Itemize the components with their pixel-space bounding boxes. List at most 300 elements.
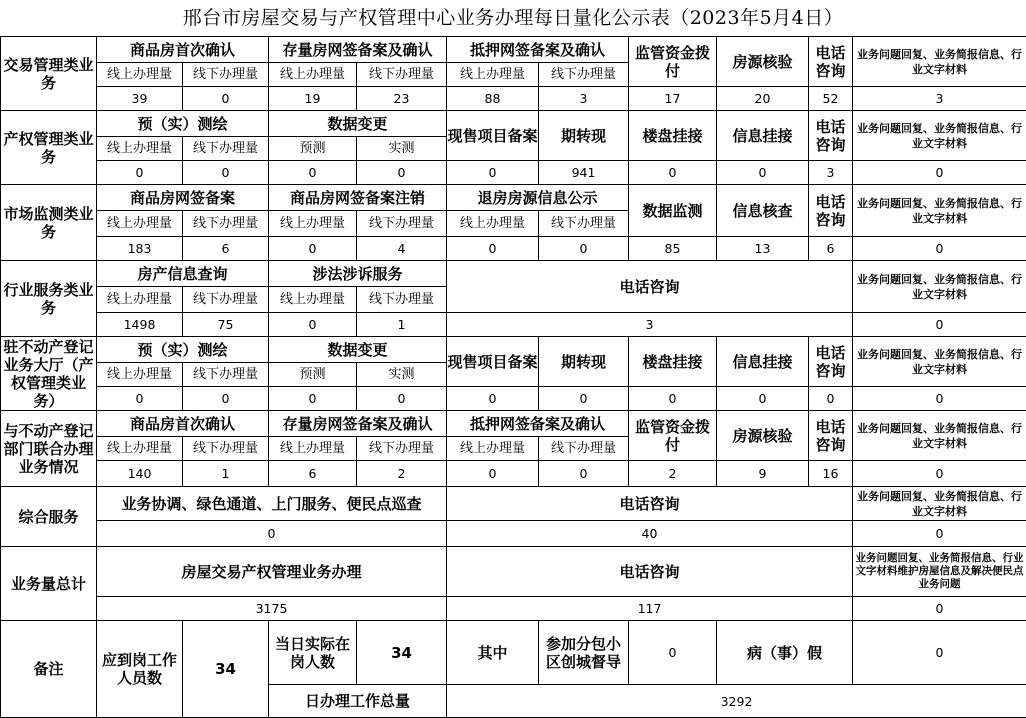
value-cell (808, 160, 853, 185)
column-header (268, 184, 447, 211)
value-cell-text: 0 (308, 391, 317, 406)
column-header-text: 存量房网签备案及确认 (282, 414, 433, 433)
category-label-text: 产权管理类业务 (3, 129, 94, 166)
value-cell-text: 6 (221, 241, 230, 256)
value-cell (96, 520, 447, 547)
column-header (852, 260, 1026, 313)
value-cell-text: 19 (304, 91, 321, 106)
subheader (268, 436, 357, 461)
subheader (356, 210, 447, 237)
column-header (628, 36, 717, 87)
column-header-text: 电话咨询 (619, 494, 680, 513)
subheader (96, 436, 183, 461)
value-cell-text: 0 (668, 391, 677, 406)
staff-value (182, 620, 269, 718)
category-label (0, 184, 97, 261)
value-cell (716, 236, 809, 261)
value-cell-text: 1 (397, 317, 406, 332)
value-cell-text: 0 (488, 391, 497, 406)
value-cell-text: 0 (758, 165, 767, 180)
value-cell (538, 86, 629, 111)
value-cell (268, 460, 357, 487)
value-cell-text: 0 (308, 241, 317, 256)
leave-value (852, 620, 1026, 685)
column-header (852, 486, 1026, 521)
value-cell-text: 0 (935, 391, 944, 406)
value-cell-text: 9 (758, 466, 767, 481)
column-header-text: 退房房源信息公示 (477, 188, 598, 207)
subheader (182, 210, 269, 237)
value-cell-text: 0 (935, 317, 944, 332)
value-cell (628, 386, 717, 411)
column-header (808, 410, 853, 461)
column-header (716, 110, 809, 161)
value-cell-text: 0 (397, 165, 406, 180)
subheader (96, 62, 183, 87)
value-cell (628, 236, 717, 261)
column-header-text: 商品房网签备案注销 (289, 188, 425, 207)
value-cell (538, 460, 629, 487)
column-header (96, 260, 269, 287)
leave-label (716, 620, 853, 685)
value-cell (808, 86, 853, 111)
column-header (446, 410, 629, 437)
value-cell (446, 236, 539, 261)
subheader (268, 286, 357, 313)
category-label (0, 620, 97, 718)
subheader (446, 436, 539, 461)
column-header-text: 电话咨询 (815, 43, 846, 80)
value-cell-text: 23 (393, 91, 410, 106)
value-cell-text: 16 (822, 466, 839, 481)
column-header-text: 业务问题回复、业务简报信息、行业文字材料维护房屋信息及解决便民点业务问题 (855, 552, 1024, 590)
value-cell-text: 4 (397, 241, 406, 256)
value-cell-text: 0 (758, 391, 767, 406)
value-cell-text: 0 (579, 391, 588, 406)
page-title: 邢台市房屋交易与产权管理中心业务办理每日量化公示表（2023年5月4日） (182, 7, 844, 29)
value-cell-text: 85 (664, 241, 681, 256)
subheader (96, 286, 183, 313)
value-cell-text: 117 (637, 601, 662, 616)
value-cell-text: 0 (579, 241, 588, 256)
column-header-text: 信息核查 (732, 201, 793, 220)
column-header-text: 电话咨询 (815, 117, 846, 154)
subheader-text: 线下办理量 (368, 441, 434, 456)
value-cell (852, 460, 1026, 487)
value-cell (852, 596, 1026, 621)
column-header-text: 楼盘挂接 (642, 126, 703, 145)
category-label (0, 336, 97, 411)
value-cell (96, 236, 183, 261)
value-cell (356, 236, 447, 261)
column-header (268, 36, 447, 63)
value-cell-text: 6 (308, 466, 317, 481)
present-label (268, 620, 357, 685)
column-header (716, 410, 809, 461)
subheader (268, 62, 357, 87)
column-header (628, 110, 717, 161)
subheader (182, 436, 269, 461)
subheader-text: 线上办理量 (459, 441, 525, 456)
category-label (0, 546, 97, 621)
subheader-text: 线上办理量 (459, 216, 525, 231)
column-header (852, 110, 1026, 161)
column-header-text: 楼盘挂接 (642, 352, 703, 371)
value-cell-text: 0 (935, 601, 944, 616)
value-cell (808, 460, 853, 487)
category-label-text: 交易管理类业务 (3, 55, 94, 92)
column-header-text: 商品房首次确认 (129, 414, 235, 433)
value-cell (268, 312, 357, 337)
subheader-text: 线下办理量 (192, 441, 258, 456)
value-cell (182, 160, 269, 185)
value-cell (716, 160, 809, 185)
subheader-text: 实测 (388, 141, 415, 156)
subheader-text: 线下办理量 (368, 292, 434, 307)
column-header (808, 110, 853, 161)
value-cell (446, 460, 539, 487)
column-header-text: 期转现 (560, 352, 606, 371)
subheader-text: 线上办理量 (106, 292, 172, 307)
staff-value-text: 34 (215, 660, 236, 678)
subheader (182, 362, 269, 387)
column-header-text: 监管资金拨付 (634, 417, 710, 454)
value-cell (268, 386, 357, 411)
value-cell (716, 386, 809, 411)
value-cell-text: 0 (397, 391, 406, 406)
subheader-text: 线下办理量 (550, 216, 616, 231)
column-header-text: 预（实）测绘 (137, 114, 228, 133)
subheader (268, 210, 357, 237)
column-header (446, 546, 853, 597)
value-cell (96, 596, 447, 621)
inspect-value (628, 620, 717, 685)
column-header (96, 410, 269, 437)
column-header (852, 184, 1026, 237)
subheader-text: 线上办理量 (459, 67, 525, 82)
value-cell-text: 17 (664, 91, 681, 106)
value-cell-text: 3 (579, 91, 588, 106)
subheader-text: 线上办理量 (106, 67, 172, 82)
value-cell (96, 312, 183, 337)
column-header-text: 电话咨询 (815, 192, 846, 229)
column-header (852, 546, 1026, 597)
value-cell-text: 3 (645, 317, 654, 332)
subheader (268, 362, 357, 387)
value-cell (716, 86, 809, 111)
column-header-text: 房源核验 (732, 426, 793, 445)
subheader (446, 210, 539, 237)
value-cell-text: 3 (935, 91, 944, 106)
value-cell-text: 2 (668, 466, 677, 481)
subheader-text: 线下办理量 (368, 67, 434, 82)
subheader (182, 136, 269, 161)
column-header (446, 110, 539, 161)
column-header (852, 336, 1026, 387)
column-header-text: 涉法涉诉服务 (312, 264, 403, 283)
column-header (538, 336, 629, 387)
value-cell-text: 0 (935, 241, 944, 256)
category-label-text: 行业服务类业务 (3, 280, 94, 317)
column-header (808, 36, 853, 87)
value-cell (446, 312, 853, 337)
column-header-text: 预（实）测绘 (137, 340, 228, 359)
column-header (446, 184, 629, 211)
value-cell-text: 0 (935, 526, 944, 541)
total-value-text: 3292 (720, 693, 753, 709)
column-header-text: 抵押网签备案及确认 (469, 414, 605, 433)
subheader (356, 362, 447, 387)
column-header-text: 电话咨询 (619, 562, 680, 581)
value-cell (446, 386, 539, 411)
subheader-text: 实测 (388, 367, 415, 382)
column-header (808, 336, 853, 387)
column-header-text: 房屋交易产权管理业务办理 (181, 562, 362, 581)
among-label (446, 620, 539, 685)
value-cell-text: 40 (641, 526, 658, 541)
subheader-text: 线上办理量 (279, 292, 345, 307)
category-label-text: 与不动产登记部门联合办理业务情况 (3, 421, 94, 476)
value-cell (808, 236, 853, 261)
column-header-text: 抵押网签备案及确认 (469, 40, 605, 59)
inspect-value-text: 0 (668, 645, 677, 660)
leave-label-text: 病（事）假 (746, 643, 822, 662)
value-cell (852, 312, 1026, 337)
value-cell-text: 0 (488, 466, 497, 481)
value-cell (96, 386, 183, 411)
value-cell-text: 3175 (255, 601, 288, 616)
column-header (808, 184, 853, 237)
value-cell-text: 0 (308, 317, 317, 332)
column-header (96, 184, 269, 211)
value-cell-text: 0 (221, 165, 230, 180)
value-cell (182, 312, 269, 337)
staff-label-text: 应到岗工作人员数 (101, 651, 177, 687)
subheader (356, 286, 447, 313)
value-cell-text: 6 (826, 241, 835, 256)
column-header-text: 信息挂接 (732, 352, 793, 371)
column-header-text: 电话咨询 (815, 343, 846, 380)
value-cell (268, 86, 357, 111)
column-header-text: 数据变更 (327, 340, 388, 359)
value-cell (268, 160, 357, 185)
subheader-text: 线下办理量 (368, 216, 434, 231)
column-header-text: 业务问题回复、业务简报信息、行业文字材料 (857, 421, 1022, 450)
column-header-text: 数据变更 (327, 114, 388, 133)
value-cell-text: 0 (488, 241, 497, 256)
subheader-text: 预测 (299, 367, 326, 382)
column-header-text: 电话咨询 (619, 277, 680, 296)
column-header-text: 业务问题回复、业务简报信息、行业文字材料 (857, 272, 1022, 301)
category-label-text: 备注 (33, 660, 64, 678)
category-label (0, 260, 97, 337)
value-cell (96, 460, 183, 487)
value-cell-text: 1 (221, 466, 230, 481)
subheader-text: 线上办理量 (279, 67, 345, 82)
column-header (628, 410, 717, 461)
value-cell (538, 386, 629, 411)
value-cell (182, 86, 269, 111)
category-label (0, 486, 97, 547)
total-label (268, 684, 447, 718)
subheader (356, 436, 447, 461)
subheader (182, 62, 269, 87)
value-cell (356, 460, 447, 487)
value-cell-text: 1498 (123, 317, 156, 332)
value-cell (628, 460, 717, 487)
subheader-text: 线下办理量 (550, 441, 616, 456)
column-header (446, 36, 629, 63)
subheader-text: 线上办理量 (279, 216, 345, 231)
subheader (96, 136, 183, 161)
subheader (538, 62, 629, 87)
value-cell-text: 2 (397, 466, 406, 481)
value-cell-text: 0 (668, 165, 677, 180)
column-header (446, 336, 539, 387)
staff-label (96, 620, 183, 718)
column-header (268, 110, 447, 137)
value-cell (356, 386, 447, 411)
column-header-text: 商品房网签备案 (129, 188, 235, 207)
column-header (96, 336, 269, 363)
value-cell (808, 386, 853, 411)
category-label (0, 110, 97, 185)
value-cell-text: 39 (131, 91, 148, 106)
column-header (96, 110, 269, 137)
column-header-text: 房产信息查询 (137, 264, 228, 283)
among-label-text: 其中 (477, 643, 508, 662)
value-cell-text: 183 (127, 241, 152, 256)
category-label (0, 36, 97, 111)
value-cell-text: 0 (935, 466, 944, 481)
value-cell-text: 3 (826, 165, 835, 180)
value-cell (852, 386, 1026, 411)
subheader (96, 210, 183, 237)
subheader-text: 线上办理量 (106, 441, 172, 456)
category-label-text: 市场监测类业务 (3, 204, 94, 241)
value-cell-text: 0 (488, 165, 497, 180)
subheader-text: 预测 (299, 141, 326, 156)
value-cell (628, 86, 717, 111)
column-header-text: 电话咨询 (815, 417, 846, 454)
subheader (356, 62, 447, 87)
value-cell (268, 236, 357, 261)
subheader-text: 线上办理量 (106, 141, 172, 156)
value-cell (446, 160, 539, 185)
value-cell-text: 0 (935, 165, 944, 180)
inspect-label (538, 620, 629, 685)
value-cell-text: 941 (571, 165, 596, 180)
present-value (356, 620, 447, 685)
value-cell (852, 520, 1026, 547)
value-cell (182, 236, 269, 261)
column-header (96, 486, 447, 521)
value-cell-text: 0 (267, 526, 276, 541)
value-cell (716, 460, 809, 487)
subheader-text: 线下办理量 (192, 216, 258, 231)
value-cell (538, 236, 629, 261)
column-header (268, 260, 447, 287)
column-header-text: 业务问题回复、业务简报信息、行业文字材料 (857, 47, 1022, 76)
column-header (268, 336, 447, 363)
subheader (96, 362, 183, 387)
column-header (446, 486, 853, 521)
column-header (716, 184, 809, 237)
value-cell-text: 0 (826, 391, 835, 406)
value-cell (538, 160, 629, 185)
column-header-text: 房源核验 (732, 52, 793, 71)
subheader-text: 线下办理量 (192, 367, 258, 382)
statistics-table (0, 36, 1026, 718)
column-header-text: 业务问题回复、业务简报信息、行业文字材料 (857, 347, 1022, 376)
subheader-text: 线下办理量 (192, 67, 258, 82)
total-value (446, 684, 1026, 718)
value-cell-text: 0 (308, 165, 317, 180)
leave-value-text: 0 (935, 645, 944, 660)
column-header-text: 期转现 (560, 126, 606, 145)
subheader-text: 线下办理量 (550, 67, 616, 82)
value-cell-text: 0 (135, 391, 144, 406)
column-header-text: 存量房网签备案及确认 (282, 40, 433, 59)
column-header (628, 336, 717, 387)
column-header (96, 546, 447, 597)
subheader-text: 线下办理量 (192, 141, 258, 156)
category-label-text: 业务量总计 (10, 574, 86, 593)
inspect-label-text: 参加分包小区创城督导 (545, 634, 621, 671)
value-cell (356, 160, 447, 185)
column-header-text: 商品房首次确认 (129, 40, 235, 59)
total-label-text: 日办理工作总量 (304, 692, 410, 710)
value-cell-text: 0 (579, 466, 588, 481)
column-header (628, 184, 717, 237)
column-header-text: 现售项目备案 (447, 126, 538, 145)
value-cell (628, 160, 717, 185)
subheader-text: 线上办理量 (106, 367, 172, 382)
column-header-text: 业务问题回复、业务简报信息、行业文字材料 (857, 489, 1022, 518)
column-header-text: 业务协调、绿色通道、上门服务、便民点巡查 (121, 494, 422, 513)
column-header (96, 36, 269, 63)
column-header-text: 现售项目备案 (447, 352, 538, 371)
value-cell-text: 140 (127, 466, 152, 481)
subheader (538, 436, 629, 461)
category-label (0, 410, 97, 487)
value-cell (852, 86, 1026, 111)
category-label-text: 综合服务 (18, 507, 79, 526)
category-label-text: 驻不动产登记业务大厅（产权管理类业务） (3, 337, 94, 410)
value-cell (446, 596, 853, 621)
column-header-text: 业务问题回复、业务简报信息、行业文字材料 (857, 196, 1022, 225)
subheader-text: 线上办理量 (279, 441, 345, 456)
subheader (446, 62, 539, 87)
column-header (716, 36, 809, 87)
value-cell-text: 0 (135, 165, 144, 180)
value-cell (852, 236, 1026, 261)
column-header (446, 260, 853, 313)
column-header (852, 410, 1026, 461)
value-cell (96, 86, 183, 111)
value-cell-text: 0 (221, 391, 230, 406)
subheader-text: 线上办理量 (106, 216, 172, 231)
column-header-text: 数据监测 (642, 201, 703, 220)
value-cell-text: 13 (754, 241, 771, 256)
subheader-text: 线下办理量 (192, 292, 258, 307)
column-header-text: 业务问题回复、业务简报信息、行业文字材料 (857, 121, 1022, 150)
value-cell (356, 86, 447, 111)
subheader (268, 136, 357, 161)
column-header (268, 410, 447, 437)
subheader (182, 286, 269, 313)
present-label-text: 当日实际在岗人数 (274, 634, 350, 671)
